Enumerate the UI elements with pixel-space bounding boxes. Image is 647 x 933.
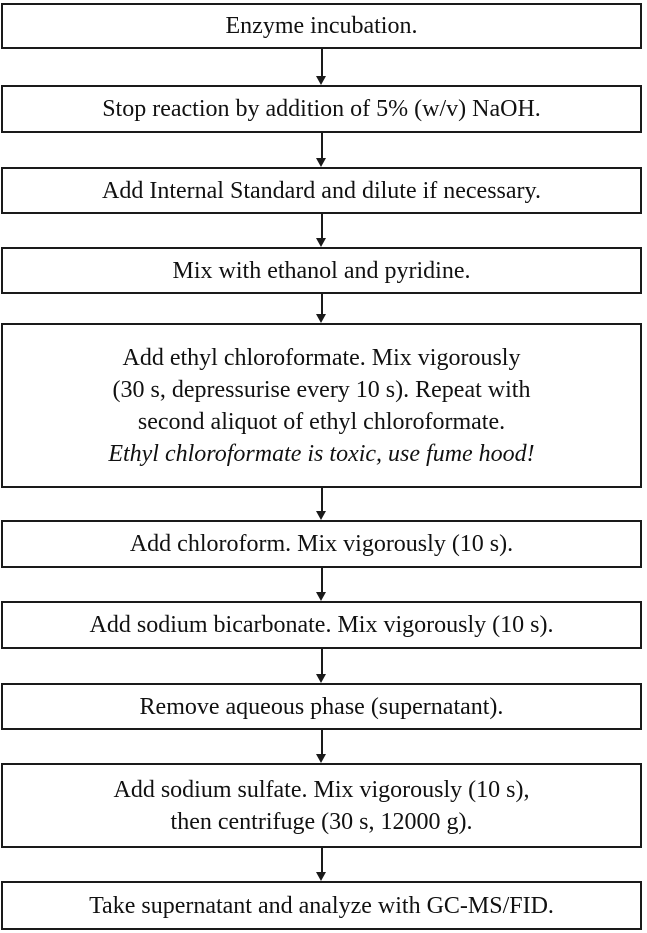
step-text: Take supernatant and analyze with GC-MS/FID. xyxy=(89,892,554,919)
step-text: Enzyme incubation. xyxy=(225,13,418,39)
step-text: (30 s, depressurise every 10 s). Repeat with xyxy=(112,376,531,403)
flow-arrow xyxy=(321,294,322,323)
step-add-internal-standard xyxy=(1,167,642,214)
step-text: Add Internal Standard and dilute if necessary. xyxy=(102,177,541,204)
step-text: Add sodium bicarbonate. Mix vigorously (10 s). xyxy=(89,612,554,638)
step-add-sodium-sulfate xyxy=(1,763,642,848)
flow-arrow xyxy=(321,133,322,167)
step-text: Add ethyl chloroformate. Mix vigorously xyxy=(122,344,521,371)
flow-arrow xyxy=(321,214,322,247)
flow-arrow xyxy=(321,49,322,85)
flow-arrow xyxy=(321,730,322,763)
step-enzyme-incubation xyxy=(1,3,642,49)
step-text: Remove aqueous phase (supernatant). xyxy=(139,693,504,720)
step-mix-ethanol-pyridine xyxy=(1,247,642,294)
safety-warning: Ethyl chloroformate is toxic, use fume hood! xyxy=(108,440,535,467)
step-analyze-gcms xyxy=(1,881,642,930)
step-add-ethyl-chloroformate xyxy=(1,323,642,488)
step-stop-reaction xyxy=(1,85,642,133)
step-add-sodium-bicarbonate xyxy=(1,601,642,649)
step-text: Add sodium sulfate. Mix vigorously (10 s), xyxy=(113,776,530,803)
step-text: Stop reaction by addition of 5% (w/v) NaOH. xyxy=(102,96,541,122)
step-text: Mix with ethanol and pyridine. xyxy=(172,257,471,284)
flow-arrow xyxy=(321,649,322,683)
step-add-chloroform xyxy=(1,520,642,568)
flow-arrow xyxy=(321,848,322,881)
step-text: second aliquot of ethyl chloroformate. xyxy=(137,408,506,435)
flow-arrow xyxy=(321,568,322,601)
step-text: then centrifuge (30 s, 12000 g). xyxy=(170,808,473,835)
flow-arrow xyxy=(321,488,322,520)
step-remove-aqueous-phase xyxy=(1,683,642,730)
step-text: Add chloroform. Mix vigorously (10 s). xyxy=(129,531,514,557)
